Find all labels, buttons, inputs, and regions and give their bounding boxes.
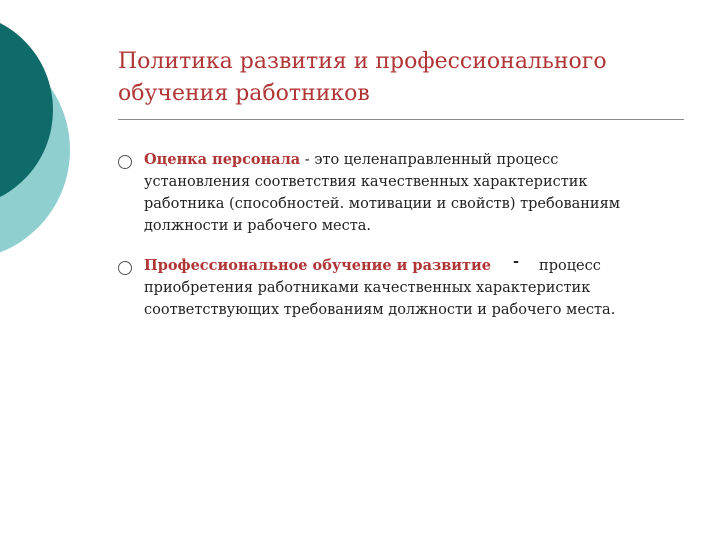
item-2-line-2: приобретения работниками качественных характеристик: [144, 280, 591, 296]
item-2-line-3: соответствующих требованиям должности и рабочего места.: [144, 302, 616, 318]
item-1-first-rest: - это целенаправленный процесс: [300, 152, 559, 168]
item-2-first-rest: процесс: [539, 258, 601, 274]
item-1-term: Оценка персонала: [144, 151, 301, 168]
decorative-circles: [0, 0, 120, 300]
item-2-dash: -: [513, 253, 520, 270]
title-divider: [118, 119, 684, 120]
title-line-1: Политика развития и профессионального: [118, 49, 607, 74]
circle-bullet-icon: [118, 155, 132, 169]
item-1-first-line: [144, 149, 684, 171]
item-1-line-3: работника (способностей. мотивации и свойств) требованиям: [144, 196, 621, 212]
item-1-line-2: установления соответствия качественных характеристик: [144, 174, 588, 190]
list-item-training: [144, 255, 684, 321]
title-line-2: обучения работников: [118, 81, 370, 106]
item-2-first-line: [144, 255, 684, 277]
circle-bullet-icon: [118, 261, 132, 275]
list-item-assessment: [144, 149, 684, 237]
slide-title: [118, 46, 698, 110]
item-2-term: Профессиональное обучение и развитие: [144, 257, 492, 274]
item-1-line-4: должности и рабочего места.: [144, 218, 372, 234]
